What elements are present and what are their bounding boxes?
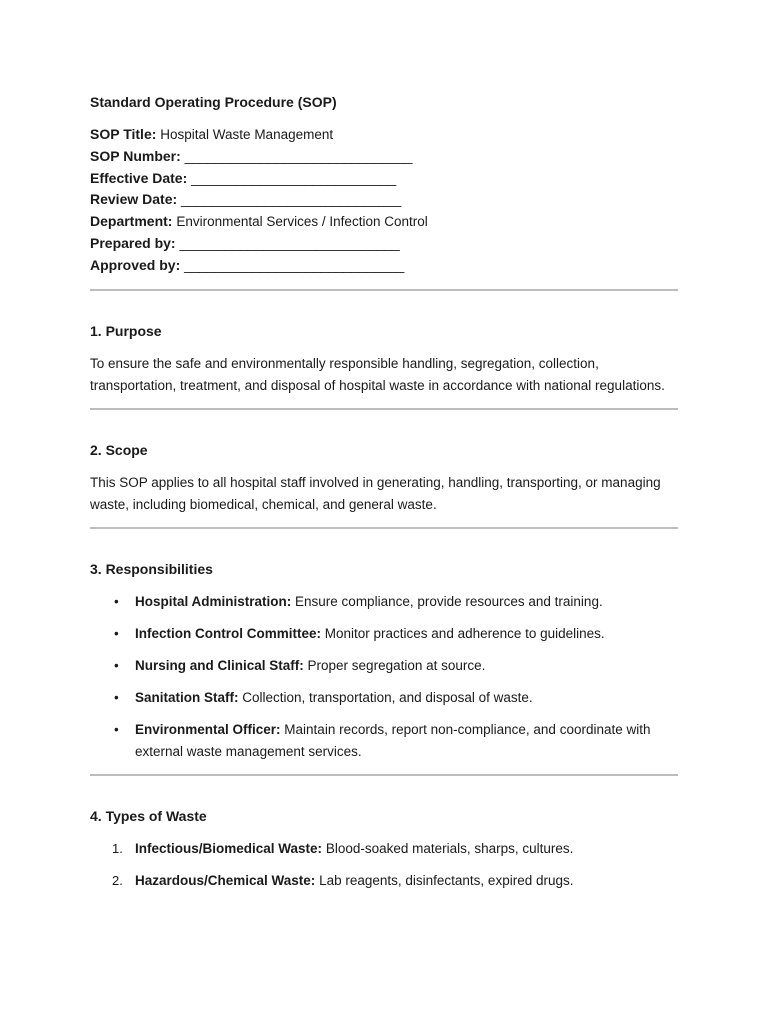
meta-effective-date bbox=[90, 168, 678, 190]
sop-title-label: SOP Title: bbox=[90, 126, 157, 142]
prepared-by-blank: _____________________________ bbox=[179, 234, 400, 251]
item-number: 2. bbox=[112, 872, 123, 888]
section-divider bbox=[90, 289, 678, 291]
list-item bbox=[90, 870, 678, 892]
meta-sop-title bbox=[90, 124, 678, 146]
item-text: Ensure compliance, provide resources and training. bbox=[295, 593, 603, 609]
review-date-blank: _____________________________ bbox=[181, 191, 402, 208]
list-item bbox=[90, 623, 678, 645]
item-label: Hazardous/Chemical Waste: bbox=[135, 872, 316, 888]
purpose-heading: 1. Purpose bbox=[90, 322, 162, 339]
effective-date-blank: ___________________________ bbox=[191, 169, 396, 186]
item-label: Sanitation Staff: bbox=[135, 689, 239, 705]
item-text: Proper segregation at source. bbox=[307, 657, 486, 673]
bullet-icon: • bbox=[114, 721, 119, 737]
item-label: Infection Control Committee: bbox=[135, 625, 321, 641]
item-text: Blood-soaked materials, sharps, cultures. bbox=[325, 840, 574, 856]
meta-department bbox=[90, 211, 678, 233]
types-of-waste-list bbox=[90, 838, 678, 892]
item-label: Infectious/Biomedical Waste: bbox=[135, 840, 323, 856]
department-label: Department: bbox=[90, 213, 173, 230]
list-item bbox=[90, 687, 678, 709]
item-text: Collection, transportation, and disposal of waste. bbox=[242, 689, 533, 705]
item-label: Nursing and Clinical Staff: bbox=[135, 657, 304, 673]
meta-review-date bbox=[90, 189, 678, 211]
scope-heading: 2. Scope bbox=[90, 441, 148, 458]
purpose-text: To ensure the safe and environmentally responsible handling, segregation, collection, transportation, treatment, and disposal of hospital waste in accordance with national regulations. bbox=[90, 355, 665, 393]
bullet-icon: • bbox=[114, 689, 119, 705]
section-divider bbox=[90, 527, 678, 529]
document-title: Standard Operating Procedure (SOP) bbox=[90, 94, 337, 110]
list-item bbox=[90, 838, 678, 860]
bullet-icon: • bbox=[114, 657, 119, 673]
sop-number-label: SOP Number: bbox=[90, 147, 181, 164]
section-divider bbox=[90, 774, 678, 776]
item-number: 1. bbox=[112, 840, 123, 856]
bullet-icon: • bbox=[114, 625, 119, 641]
sop-number-blank: ______________________________ bbox=[184, 147, 413, 164]
item-text: Monitor practices and adherence to guidelines. bbox=[324, 625, 605, 641]
review-date-label: Review Date: bbox=[90, 191, 178, 208]
scope-text: This SOP applies to all hospital staff involved in generating, handling, transporting, or managing waste, including biomedical, chemical, and general waste. bbox=[90, 474, 661, 512]
department-value: Environmental Services / Infection Control bbox=[176, 214, 428, 230]
document-page bbox=[90, 92, 678, 902]
sop-title-value: Hospital Waste Management bbox=[160, 127, 334, 142]
list-item bbox=[90, 719, 678, 763]
item-text: Maintain records, report non-compliance, and coordinate with external waste management services. bbox=[135, 721, 651, 759]
responsibilities-list bbox=[90, 591, 678, 763]
section-divider bbox=[90, 408, 678, 410]
responsibilities-heading: 3. Responsibilities bbox=[90, 560, 213, 577]
item-text: Lab reagents, disinfectants, expired drugs. bbox=[319, 872, 574, 888]
list-item bbox=[90, 591, 678, 613]
effective-date-label: Effective Date: bbox=[90, 169, 188, 186]
prepared-by-label: Prepared by: bbox=[90, 234, 176, 251]
approved-by-blank: _____________________________ bbox=[184, 256, 405, 273]
meta-sop-number bbox=[90, 146, 678, 168]
meta-prepared-by bbox=[90, 233, 678, 255]
bullet-icon: • bbox=[114, 593, 119, 609]
types-of-waste-heading: 4. Types of Waste bbox=[90, 807, 207, 824]
meta-approved-by bbox=[90, 255, 678, 277]
approved-by-label: Approved by: bbox=[90, 256, 181, 273]
item-label: Hospital Administration: bbox=[135, 593, 292, 609]
list-item bbox=[90, 655, 678, 677]
item-label: Environmental Officer: bbox=[135, 721, 281, 737]
